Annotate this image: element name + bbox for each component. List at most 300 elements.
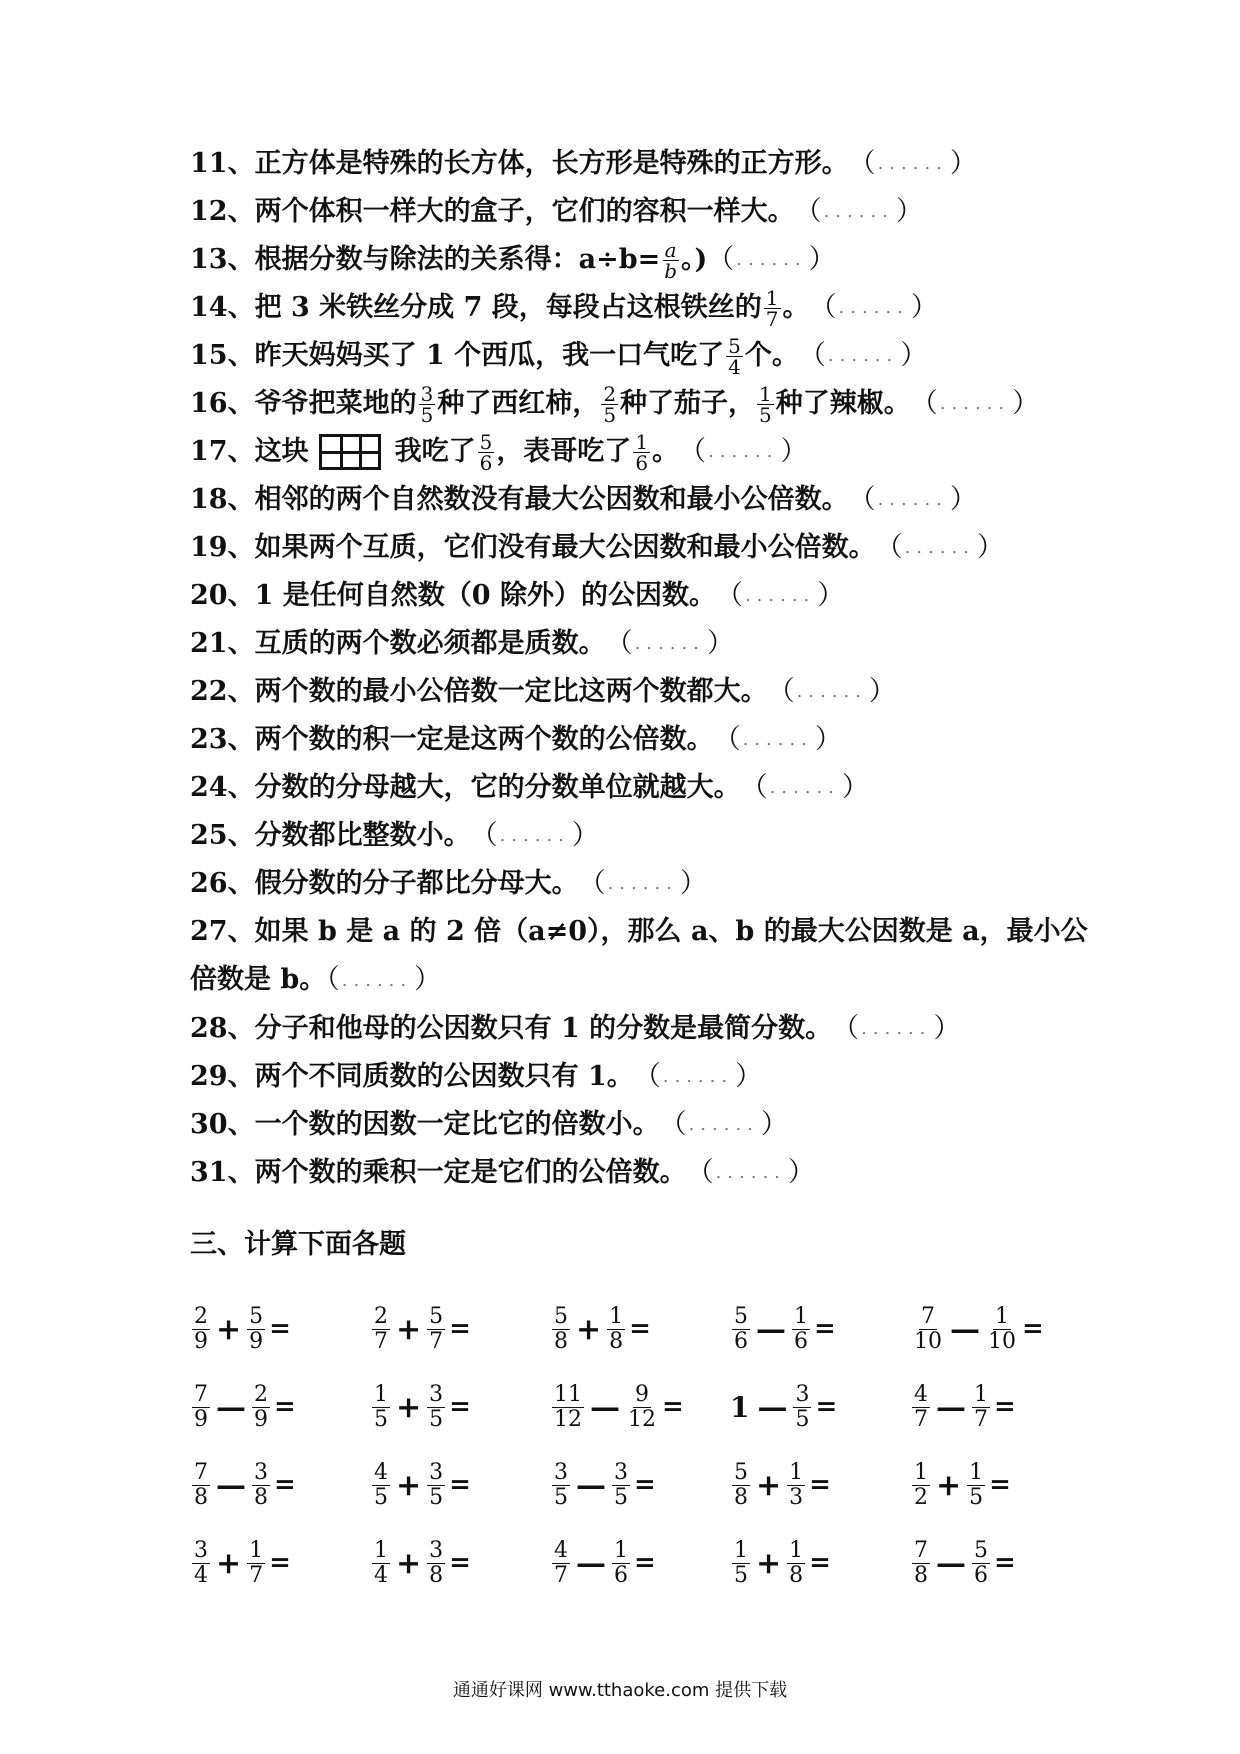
answer-paren-close: ） [787,1156,815,1188]
question-number: 21、 [190,628,255,659]
question-number: 23、 [190,724,255,755]
fraction [247,1305,265,1354]
answer-paren-close: ） [679,868,707,899]
answer-blank: ...... [688,1113,759,1135]
fraction-numerator: 5 [554,1303,568,1329]
fraction [787,1539,805,1588]
question-text: 。 [652,436,680,467]
calc-row [190,1368,1090,1446]
question-number: 31、 [190,1156,255,1188]
fraction [793,1383,811,1432]
fraction-numerator: 1 [794,1303,808,1329]
fraction-numerator: 7 [921,1303,935,1329]
question-text: 两个数的乘积一定是它们的公倍数。 [254,1156,687,1188]
equals-sign: = [269,1314,291,1344]
question-item [190,236,1090,284]
fraction-numerator: 1 [974,1381,988,1407]
question-item [190,572,1090,620]
answer-blank: ...... [607,873,678,894]
fraction-denominator: 4 [728,354,741,379]
answer-blank: ...... [736,249,807,270]
question-item [190,860,1090,908]
fraction [626,1383,658,1432]
question-text: 如果两个互质，它们没有最大公因数和最小公倍数。 [254,532,876,563]
fraction [787,1461,805,1510]
fraction [427,1383,445,1432]
equals-sign: = [274,1470,296,1500]
answer-paren-close: ） [760,1108,788,1140]
equals-sign: = [809,1470,831,1500]
question-item [190,620,1090,668]
fraction [252,1383,270,1432]
fraction [372,1461,390,1510]
answer-blank: ...... [827,345,899,366]
answer-blank: ...... [838,297,909,318]
question-number: 11、 [190,148,255,179]
answer-paren-open: （ [848,484,876,515]
fraction-numerator: 5 [728,333,741,358]
question-item [190,332,1090,380]
question-item [190,908,1090,1005]
fraction-numerator: 5 [974,1537,988,1563]
fraction-denominator: 3 [789,1484,804,1510]
fraction-numerator: 3 [614,1459,628,1485]
answer-paren-open: （ [715,580,743,611]
calc-expression [730,1461,910,1510]
question-text: 如果 b 是 a 的 2 倍（a≠0），那么 a、b 的最大公因数是 a，最小公倍数是 b。 [190,916,1088,995]
fraction-denominator: 5 [374,1406,388,1432]
answer-blank: ...... [877,489,948,510]
fraction-numerator: 4 [914,1381,928,1407]
answer-paren-open: （ [659,1108,687,1140]
calc-expression [550,1383,730,1432]
fraction-numerator: 3 [429,1459,444,1485]
question-number: 26、 [190,868,255,899]
question-item [190,1101,1090,1149]
fraction-denominator: 7 [974,1406,988,1432]
calc-expression [910,1383,1090,1432]
fraction-denominator: 10 [988,1328,1016,1354]
question-text: 两个体积一样大的盒子，它们的容积一样大。 [254,196,795,227]
fraction-numerator: 2 [603,381,617,406]
answer-paren-open: （ [686,1156,714,1188]
fraction [912,1539,930,1588]
calc-expression [730,1305,910,1354]
question-number: 14、 [190,292,255,323]
fraction-numerator: 9 [635,1381,649,1407]
fraction-denominator: 5 [420,402,434,427]
operator: + [216,1311,242,1347]
fraction-denominator: 7 [249,1562,264,1588]
fraction [247,1539,265,1588]
fraction [192,1383,210,1432]
fraction-numerator: 1 [914,1459,928,1485]
equals-sign: = [449,1314,471,1344]
fraction [192,1461,210,1510]
calc-expression [190,1383,370,1432]
fraction-denominator: 6 [635,450,649,475]
answer-paren-close: ） [949,484,977,515]
question-number: 18、 [190,484,255,515]
question-number: 24、 [190,772,255,803]
fraction-denominator: 5 [374,1484,388,1510]
answer-paren-open: （ [578,868,606,899]
question-text: 根据分数与除法的关系得：a÷b= [254,244,661,275]
fraction-numerator: 1 [609,1303,624,1329]
fraction-numerator: 4 [554,1537,568,1563]
question-number: 29、 [190,1060,255,1092]
true-false-questions [190,140,1090,1197]
answer-blank: ...... [742,729,813,750]
answer-paren-close: ） [910,292,938,323]
fraction-numerator: 1 [374,1537,388,1563]
fraction [552,1539,570,1588]
fraction-denominator: 2 [914,1484,928,1510]
fraction [633,429,650,475]
equals-sign: = [814,1314,836,1344]
fraction-denominator: 5 [759,402,772,427]
operator: — [576,1545,606,1581]
question-text: 种了茄子， [620,388,756,419]
fraction-numerator: 1 [995,1303,1009,1329]
fraction [726,333,743,379]
question-text: 相邻的两个自然数没有最大公因数和最小公倍数。 [254,484,849,515]
fraction-denominator: 8 [429,1562,444,1588]
question-text: 种了西红柿， [437,388,600,419]
fraction-denominator: 8 [914,1562,928,1588]
fraction-denominator: 12 [628,1406,656,1432]
answer-blank: ...... [823,201,894,222]
question-text: 1 是任何自然数（0 除外）的公因数。 [254,580,716,611]
fraction-numerator: 5 [734,1459,748,1485]
fraction [192,1305,210,1354]
answer-paren-close: ） [706,628,734,659]
fraction-denominator: 4 [374,1562,388,1588]
fraction-denominator: 8 [254,1484,268,1510]
answer-blank: ...... [715,1161,786,1183]
fraction-denominator: 6 [614,1562,628,1588]
calc-expression [190,1305,370,1354]
question-number: 15、 [190,340,255,371]
operator: + [576,1311,602,1347]
question-item [190,764,1090,812]
equals-sign: = [629,1314,651,1344]
fraction-denominator: 7 [374,1328,388,1354]
calc-expression [370,1305,550,1354]
question-text: 假分数的分子都比分母大。 [254,868,579,899]
question-text: 。 [782,292,810,323]
question-text: 昨天妈妈买了 1 个西瓜，我一口气吃了 [254,340,725,371]
equals-sign: = [274,1392,296,1422]
question-number: 12、 [190,196,255,227]
section-title: 三、计算下面各题 [190,1229,406,1260]
answer-blank: ...... [662,1065,734,1087]
fraction-numerator: 1 [374,1381,388,1407]
question-item [190,668,1090,716]
fraction-denominator: 8 [194,1484,208,1510]
answer-paren-open: （ [605,628,633,659]
equals-sign: = [809,1548,831,1578]
equals-sign: = [449,1392,471,1422]
fraction-denominator: 7 [765,306,779,331]
question-text: 一个数的因数一定比它的倍数小。 [254,1108,660,1140]
question-item [190,812,1090,860]
chocolate-bar-icon [319,434,381,470]
answer-blank: ...... [744,585,816,606]
fraction [192,1539,210,1588]
fraction [764,285,781,331]
fraction-denominator: 8 [734,1484,748,1510]
calculation-grid [190,1290,1090,1602]
question-item [190,428,1090,476]
answer-paren-close: ） [414,964,442,995]
fraction-numerator: 1 [759,381,772,406]
answer-paren-close: ） [868,676,896,707]
operator: — [590,1389,620,1425]
fraction-numerator: 5 [479,429,493,454]
operator: + [396,1467,422,1503]
answer-paren-close: ） [895,196,923,227]
fraction [972,1539,990,1588]
equals-sign: = [815,1392,838,1422]
fraction-numerator: 7 [914,1537,928,1563]
operator: + [936,1467,962,1503]
answer-blank: ...... [341,969,413,991]
fraction [478,429,495,475]
answer-blank: ...... [877,153,948,174]
operator: + [396,1389,422,1425]
whole-number: 1 [730,1390,750,1424]
fraction-denominator: 9 [194,1328,208,1354]
equals-sign: = [662,1392,684,1422]
answer-paren-close: ） [900,340,928,371]
question-text: 分数的分母越大，它的分数单位就越大。 [254,772,741,803]
question-number: 28、 [190,1012,255,1044]
calc-row [190,1446,1090,1524]
fraction-numerator: 11 [554,1381,582,1407]
answer-paren-open: （ [740,772,768,803]
question-item [190,1149,1090,1197]
question-item [190,476,1090,524]
question-number: 19、 [190,532,255,563]
answer-paren-close: ） [814,724,842,755]
answer-paren-open: （ [679,436,707,467]
calc-expression [190,1461,370,1510]
fraction [612,1539,630,1588]
fraction-denominator: 9 [194,1406,208,1432]
question-number: 13、 [190,244,255,275]
question-text: 。) [681,244,708,275]
fraction [732,1461,750,1510]
fraction-denominator: 5 [554,1484,568,1510]
answer-paren-close: ） [735,1060,763,1092]
equals-sign: = [989,1470,1011,1500]
calc-expression [910,1305,1090,1354]
fraction-numerator: 1 [734,1537,748,1563]
calc-row [190,1290,1090,1368]
question-item [190,284,1090,332]
footer-text: 通通好课网 www.tthaoke.com 提供下载 [452,1680,788,1701]
answer-paren-close: ） [949,148,977,179]
answer-paren-open: （ [910,388,938,419]
equals-sign: = [994,1392,1016,1422]
question-text: 我吃了 [394,436,476,467]
fraction-denominator: 4 [194,1562,208,1588]
fraction [757,381,774,427]
fraction-denominator: 5 [969,1484,984,1510]
calc-expression [550,1305,730,1354]
equals-sign: = [634,1470,656,1500]
calc-expression [730,1383,910,1432]
fraction [419,381,436,427]
calc-row [190,1524,1090,1602]
fraction-numerator: 3 [194,1537,208,1563]
fraction [986,1305,1018,1354]
fraction-denominator: 5 [614,1484,628,1510]
question-text: 分数都比整数小。 [254,820,471,851]
calc-expression [910,1539,1090,1588]
question-text: 分子和他母的公因数只有 1 的分数是最简分数。 [254,1012,833,1044]
answer-paren-open: （ [633,1060,661,1092]
question-text: 这块 [254,436,309,467]
fraction-numerator: 1 [635,429,649,454]
fraction-numerator: 1 [249,1537,264,1563]
fraction-denominator: 7 [429,1328,444,1354]
answer-blank: ...... [861,1017,932,1039]
equals-sign: = [1022,1314,1044,1344]
fraction-denominator: 7 [914,1406,928,1432]
fraction-numerator: 1 [789,1459,804,1485]
calc-expression [370,1461,550,1510]
operator: + [216,1545,242,1581]
calc-expression [730,1539,910,1588]
fraction [552,1461,570,1510]
operator: — [216,1389,246,1425]
fraction-numerator: 3 [795,1381,810,1407]
calc-expression [370,1383,550,1432]
fraction-numerator: 4 [374,1459,388,1485]
answer-paren-open: （ [707,244,735,275]
answer-paren-close: ） [571,820,599,851]
operator: — [216,1467,246,1503]
answer-paren-open: （ [470,820,498,851]
operator: + [756,1467,782,1503]
fraction [612,1461,630,1510]
operator: — [576,1467,606,1503]
fraction [607,1305,625,1354]
answer-blank: ...... [904,537,975,558]
answer-paren-open: （ [326,964,340,995]
fraction [552,1305,570,1354]
question-text: 两个数的最小公倍数一定比这两个数都大。 [254,676,768,707]
operator: + [396,1311,422,1347]
answer-paren-close: ） [808,244,836,275]
fraction-numerator: 1 [789,1537,804,1563]
question-item [190,524,1090,572]
fraction-numerator: 3 [554,1459,568,1485]
fraction [427,1461,445,1510]
equals-sign: = [634,1548,656,1578]
fraction-denominator: b [664,258,678,283]
fraction-denominator: 5 [734,1562,748,1588]
question-item [190,188,1090,236]
operator: — [757,1389,788,1425]
question-number: 16、 [190,388,255,419]
fraction-denominator: 12 [554,1406,582,1432]
operator: — [936,1545,966,1581]
fraction-numerator: 7 [194,1381,208,1407]
question-item [190,1005,1090,1053]
question-number: 27、 [190,916,255,947]
answer-blank: ...... [796,681,867,702]
equals-sign: = [449,1470,471,1500]
question-text: 两个数的积一定是这两个数的公倍数。 [254,724,714,755]
answer-paren-open: （ [767,676,795,707]
fraction-numerator: 3 [420,381,434,406]
operator: — [936,1389,966,1425]
answer-blank: ...... [939,393,1011,414]
fraction [372,1383,390,1432]
fraction-denominator: 6 [479,450,493,475]
calc-expression [550,1461,730,1510]
fraction [427,1539,445,1588]
answer-paren-close: ） [976,532,1004,563]
answer-paren-open: （ [794,196,822,227]
fraction-numerator: 7 [194,1459,208,1485]
answer-paren-close: ） [933,1012,961,1044]
question-text: 个。 [744,340,799,371]
answer-paren-open: （ [809,292,837,323]
answer-blank: ...... [769,777,840,798]
fraction [732,1539,750,1588]
answer-paren-open: （ [875,532,903,563]
answer-paren-close: ） [817,580,845,611]
fraction-denominator: 10 [914,1328,942,1354]
question-text: 爷爷把菜地的 [254,388,417,419]
fraction [967,1461,985,1510]
fraction-numerator: 5 [249,1303,264,1329]
fraction [372,1305,390,1354]
equals-sign: = [449,1548,471,1578]
question-number: 30、 [190,1108,255,1140]
question-text: 正方体是特殊的长方体，长方形是特殊的正方形。 [254,148,849,179]
fraction-denominator: 9 [249,1328,264,1354]
fraction-denominator: 6 [734,1328,748,1354]
fraction-denominator: 5 [429,1406,444,1432]
equals-sign: = [994,1548,1016,1578]
fraction [427,1305,445,1354]
fraction-denominator: 8 [554,1328,568,1354]
answer-blank: ...... [499,825,570,846]
fraction-numerator: 5 [429,1303,444,1329]
question-number: 22、 [190,676,255,707]
fraction [912,1305,944,1354]
fraction [792,1305,810,1354]
fraction-denominator: 6 [794,1328,808,1354]
answer-paren-close: ） [1012,388,1040,419]
operator: + [396,1545,422,1581]
fraction-denominator: 5 [795,1406,810,1432]
answer-blank: ...... [634,633,705,654]
question-text: 种了辣椒。 [775,388,911,419]
calc-expression [910,1461,1090,1510]
answer-paren-open: （ [848,148,876,179]
fraction-denominator: 7 [554,1562,568,1588]
question-item [190,1053,1090,1101]
question-number: 20、 [190,580,255,611]
fraction-numerator: 1 [614,1537,628,1563]
answer-paren-open: （ [713,724,741,755]
